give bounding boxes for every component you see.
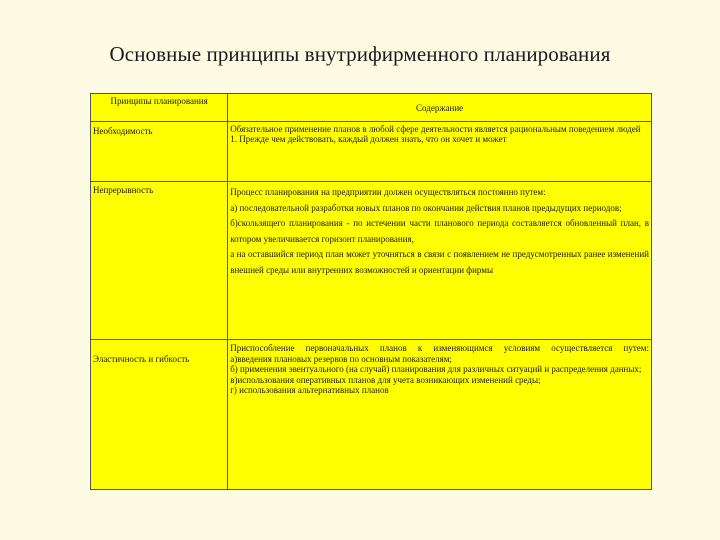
content-paragraph: Процесс планирования на предприятии должен осуществляться постоянно путем: [230, 187, 546, 197]
content-paragraph: а на оставшийся период план может уточняться в связи с появлением не предусмотренных ранее изменений внешней среды или внутренних возможностей и ориентации фирмы [230, 249, 649, 275]
content-paragraph: б) применения эвентуального (на случай) планирования для различных ситуаций и распределения данных; [230, 364, 642, 374]
slide-title: Основные принципы внутрифирменного планирования [109, 42, 611, 66]
principle-name-cell [91, 340, 228, 490]
content-paragraph: а) последовательной разработки новых планов по окончании действия планов предыдущих периодов; [230, 202, 622, 213]
principle-name: Эластичность и гибкость [93, 354, 190, 364]
content-paragraph: а)введения плановых резервов по основным показателям; [230, 353, 452, 364]
principle-name: Непрерывность [91, 182, 228, 340]
principle-content [228, 122, 652, 182]
content-paragraph: г) использования альтернативных планов [230, 385, 389, 395]
principle-content [228, 182, 652, 340]
header-content: Содержание [228, 94, 652, 122]
table-row [91, 340, 652, 490]
table-row [91, 122, 652, 182]
table-row [91, 182, 652, 340]
principles-table [90, 93, 652, 490]
principle-name: Необходимость [91, 122, 228, 182]
content-paragraph: б)скользящего планирования - по истечении части планового периода составляется обновленный план, в котором увеличивается горизонт планирования, [230, 218, 649, 244]
content-paragraph: в)использования оперативных планов для учета возникающих изменений среды; [230, 374, 541, 385]
content-paragraph: Обязательное применение планов в любой сфере деятельности является рациональным поведением людей [230, 124, 641, 134]
content-paragraph: Приспособление первоначальных планов к изменяющимся условиям осуществляется путем: [230, 343, 649, 353]
content-paragraph: 1. Прежде чем действовать, каждый должен знать, что он хочет и может [230, 134, 507, 144]
table-header-row [91, 94, 652, 122]
principle-content [228, 340, 652, 490]
header-principles: Принципы планирования [91, 94, 228, 122]
